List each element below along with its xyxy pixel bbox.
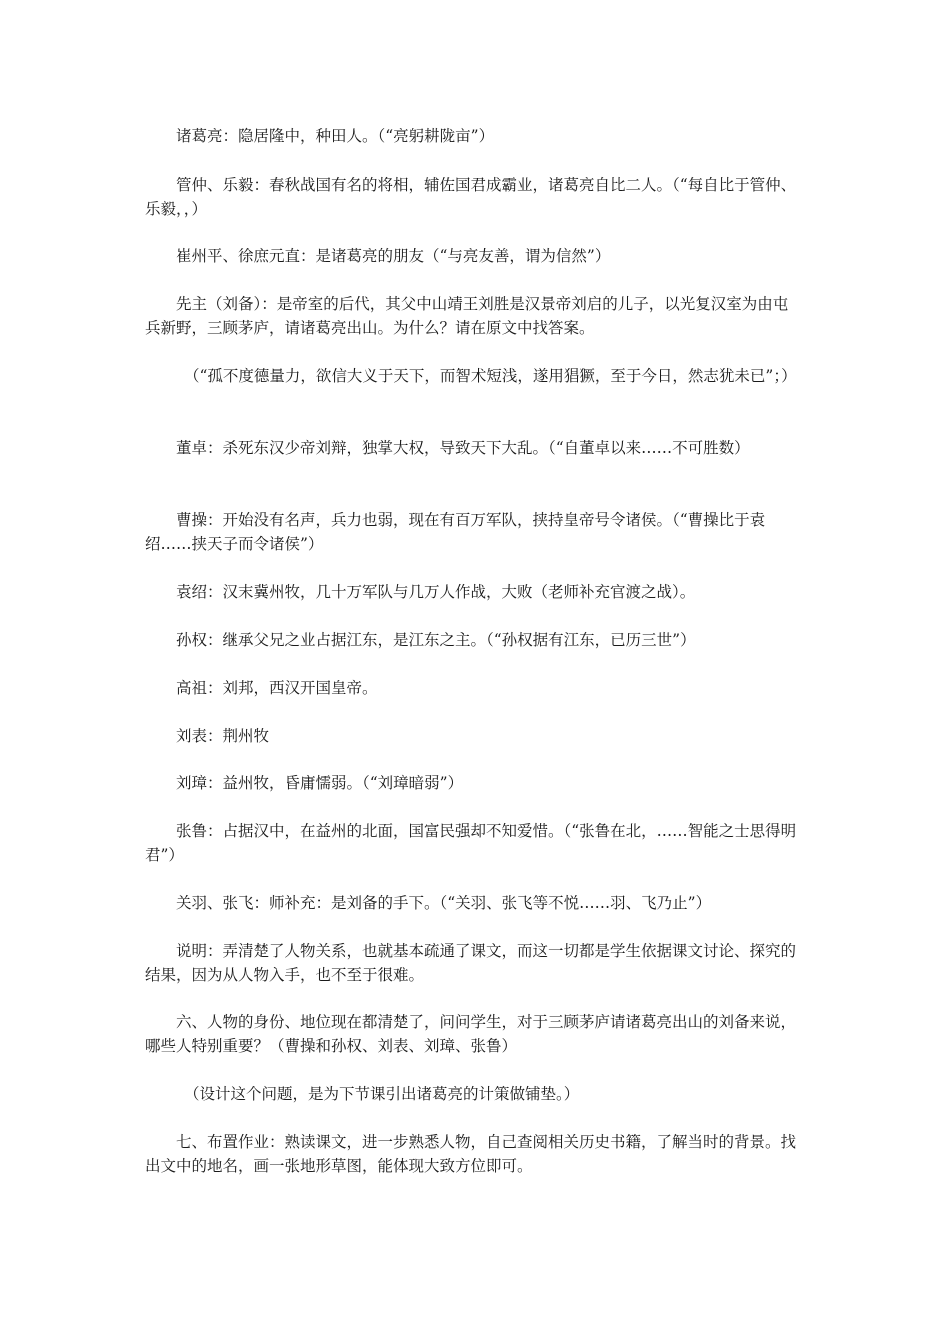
- paragraph: 管仲、乐毅：春秋战国有名的将相，辅佐国君成霸业，诸葛亮自比二人。（“每自比于管仲、乐毅，，）: [145, 176, 797, 218]
- paragraph: （设计这个问题，是为下节课引出诸葛亮的计策做铺垫。）: [184, 1085, 580, 1103]
- paragraph: 诸葛亮：隐居隆中，种田人。（“亮躬耕陇亩”）: [176, 127, 495, 145]
- paragraph: 六、人物的身份、地位现在都清楚了，问问学生，对于三顾茅庐请诸葛亮出山的刘备来说，哪些人特别重要？（曹操和孙权、刘表、刘璋、张鲁）: [145, 1013, 797, 1055]
- paragraph: 先主（刘备）：是帝室的后代，其父中山靖王刘胜是汉景帝刘启的儿子，以光复汉室为由屯兵新野，三顾茅庐，请诸葛亮出山。为什么？请在原文中找答案。: [145, 295, 789, 337]
- paragraph: 刘璋：益州牧，昏庸懦弱。（“刘璋暗弱”）: [176, 774, 464, 792]
- paragraph: （“孤不度德量力，欲信大义于天下，而智术短浅，遂用猖獗，至于今日，然志犹未已”；）: [184, 367, 797, 385]
- paragraph: 说明：弄清楚了人物关系，也就基本疏通了课文，而这一切都是学生依据课文讨论、探究的结果，因为从人物入手，也不至于很难。: [145, 942, 797, 984]
- paragraph: 袁绍：汉末冀州牧，几十万军队与几万人作战，大败（老师补充官渡之战）。: [176, 583, 696, 601]
- paragraph: 七、布置作业：熟读课文，进一步熟悉人物，自己查阅相关历史书籍，了解当时的背景。找出文中的地名，画一张地形草图，能体现大致方位即可。: [145, 1133, 797, 1175]
- paragraph: 崔州平、徐庶元直：是诸葛亮的朋友（“与亮友善，谓为信然”）: [176, 247, 611, 265]
- paragraph: 董卓：杀死东汉少帝刘辩，独掌大权，导致天下大乱。（“自董卓以来……不可胜数）: [176, 439, 750, 457]
- paragraph: 刘表：荆州牧: [176, 727, 270, 745]
- paragraph: 关羽、张飞：师补充：是刘备的手下。（“关羽、张飞等不悦……羽、飞乃止”）: [176, 894, 712, 912]
- paragraph: 张鲁：占据汉中，在益州的北面，国富民强却不知爱惜。（“张鲁在北，……智能之士思得明君”）: [145, 822, 797, 864]
- paragraph: 曹操：开始没有名声，兵力也弱，现在有百万军队，挟持皇帝号令诸侯。（“曹操比于袁绍……挟天子而令诸侯”）: [145, 511, 766, 553]
- paragraph: 孙权：继承父兄之业占据江东，是江东之主。（“孙权据有江东，已历三世”）: [176, 631, 696, 649]
- paragraph: 高祖：刘邦，西汉开国皇帝。: [176, 679, 378, 697]
